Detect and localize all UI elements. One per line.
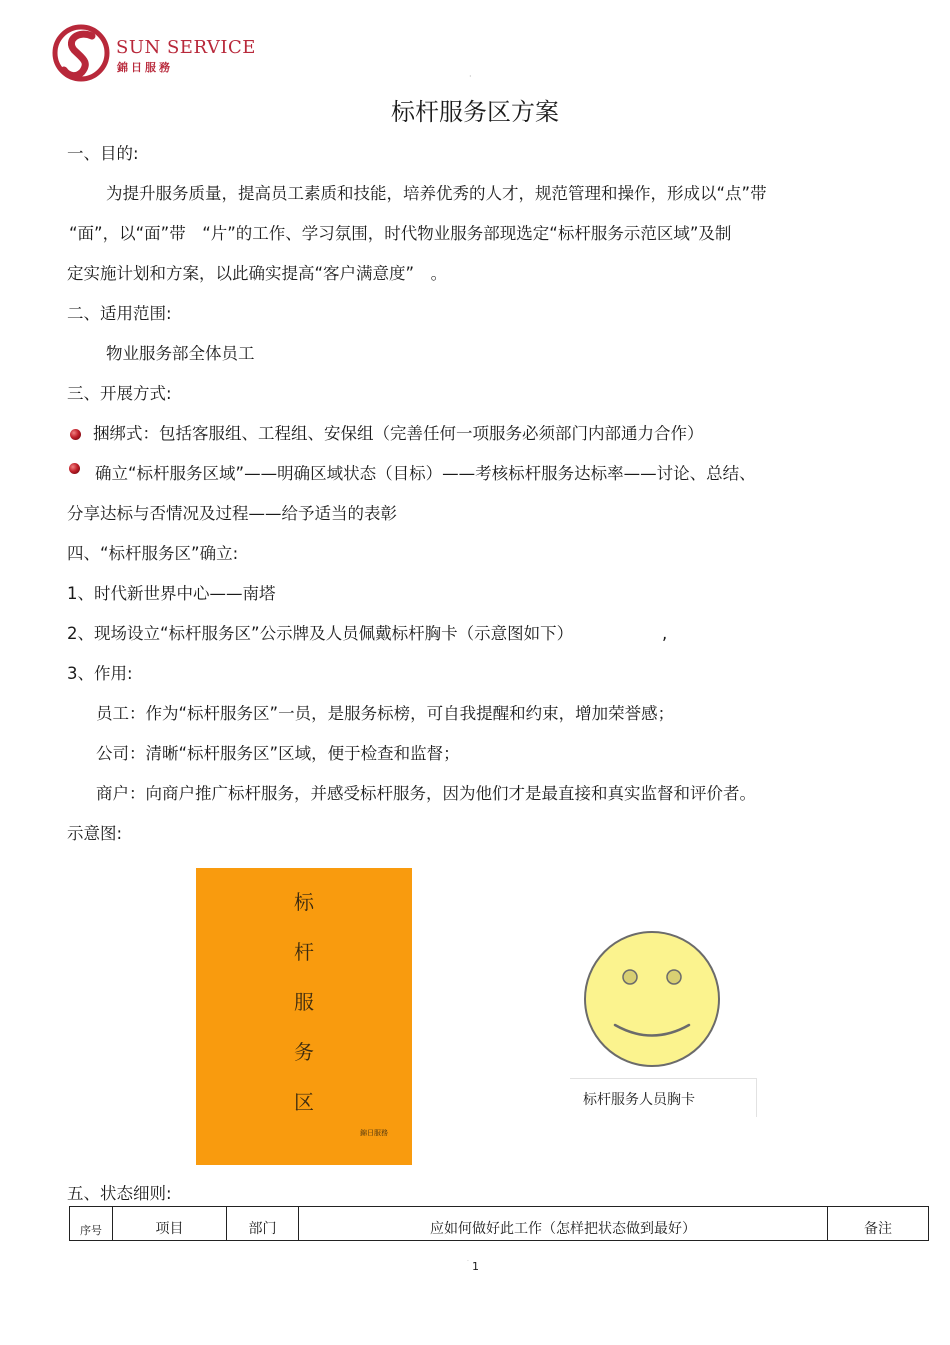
- sign-char: 标: [294, 890, 314, 914]
- section-4-item-1: 1、时代新世界中心——南塔: [67, 584, 276, 603]
- sign-char: 服: [294, 990, 314, 1014]
- section-1-paragraph-line-1: 为提升服务质量，提高员工素质和技能，培养优秀的人才，规范管理和操作，形成以“点”带: [106, 184, 767, 203]
- badge-label: 标杆服务人员胸卡: [583, 1092, 695, 1108]
- sign-char: 区: [294, 1090, 314, 1114]
- logo-text-cn: 錦日服務: [117, 61, 173, 74]
- sign-char: 杆: [294, 940, 314, 964]
- section-2-paragraph: 物业服务部全体员工: [106, 344, 255, 363]
- section-4-item-2-comma: ,: [662, 624, 668, 643]
- status-table: [69, 1206, 929, 1241]
- section-1-paragraph-line-2: “面”，以“面”带 “片”的工作、学习氛围，时代物业服务部现选定“标杆服务示范区域”及制: [69, 224, 732, 243]
- table-header-cell: 备注: [828, 1207, 929, 1241]
- bullet-icon: [70, 429, 81, 440]
- diagram-label: 示意图:: [67, 824, 123, 843]
- page-title: 标杆服务区方案: [391, 98, 559, 126]
- section-4-item-3: 3、作用:: [67, 664, 133, 683]
- section-4-role-merchant: 商户：向商户推广标杆服务，并感受标杆服务，因为他们才是最直接和真实监督和评价者。: [96, 784, 756, 803]
- sign-char: 务: [294, 1040, 314, 1064]
- section-1-heading: 一、目的:: [67, 144, 139, 163]
- header-dot: ·: [469, 72, 472, 81]
- section-5-heading: 五、状态细则:: [67, 1184, 172, 1203]
- bullet-icon: [69, 463, 80, 474]
- table-header-row: [70, 1207, 929, 1241]
- section-3-heading: 三、开展方式:: [67, 384, 172, 403]
- table-header-cell: 应如何做好此工作（怎样把状态做到最好）: [299, 1207, 828, 1241]
- section-3-bullet-2: 确立“标杆服务区域”——明确区域状态（目标）——考核标杆服务达标率——讨论、总结、: [95, 464, 756, 483]
- smiley-face-icon: [582, 928, 722, 1070]
- table-header-cell: 项目: [113, 1207, 227, 1241]
- section-2-heading: 二、适用范围:: [67, 304, 172, 323]
- section-1-paragraph-line-3: 定实施计划和方案，以此确实提高“客户满意度” 。: [67, 264, 448, 283]
- sign-footer: 錦日服務: [360, 1129, 388, 1137]
- table-header-cell: 部门: [227, 1207, 299, 1241]
- table-header-cell: 序号: [70, 1207, 113, 1241]
- section-4-role-staff: 员工：作为“标杆服务区”一员，是服务标榜，可自我提醒和约束，增加荣誉感；: [96, 704, 675, 723]
- page-mark: ·: [467, 1258, 469, 1265]
- section-4-heading: 四、“标杆服务区”确立:: [67, 544, 239, 563]
- section-3-bullet-2-continued: 分享达标与否情况及过程——给予适当的表彰: [67, 504, 397, 523]
- section-3-bullet-1: 捆绑式：包括客服组、工程组、安保组（完善任何一项服务必须部门内部通力合作）: [93, 424, 704, 443]
- page-number: 1: [472, 1260, 479, 1273]
- section-4-item-2: 2、现场设立“标杆服务区”公示牌及人员佩戴标杆胸卡（示意图如下）: [67, 624, 574, 643]
- section-4-role-company: 公司：清晰“标杆服务区”区域，便于检查和监督；: [96, 744, 460, 763]
- benchmark-sign-board: [196, 868, 412, 1165]
- logo-text-en: SUN SERVICE: [116, 37, 256, 58]
